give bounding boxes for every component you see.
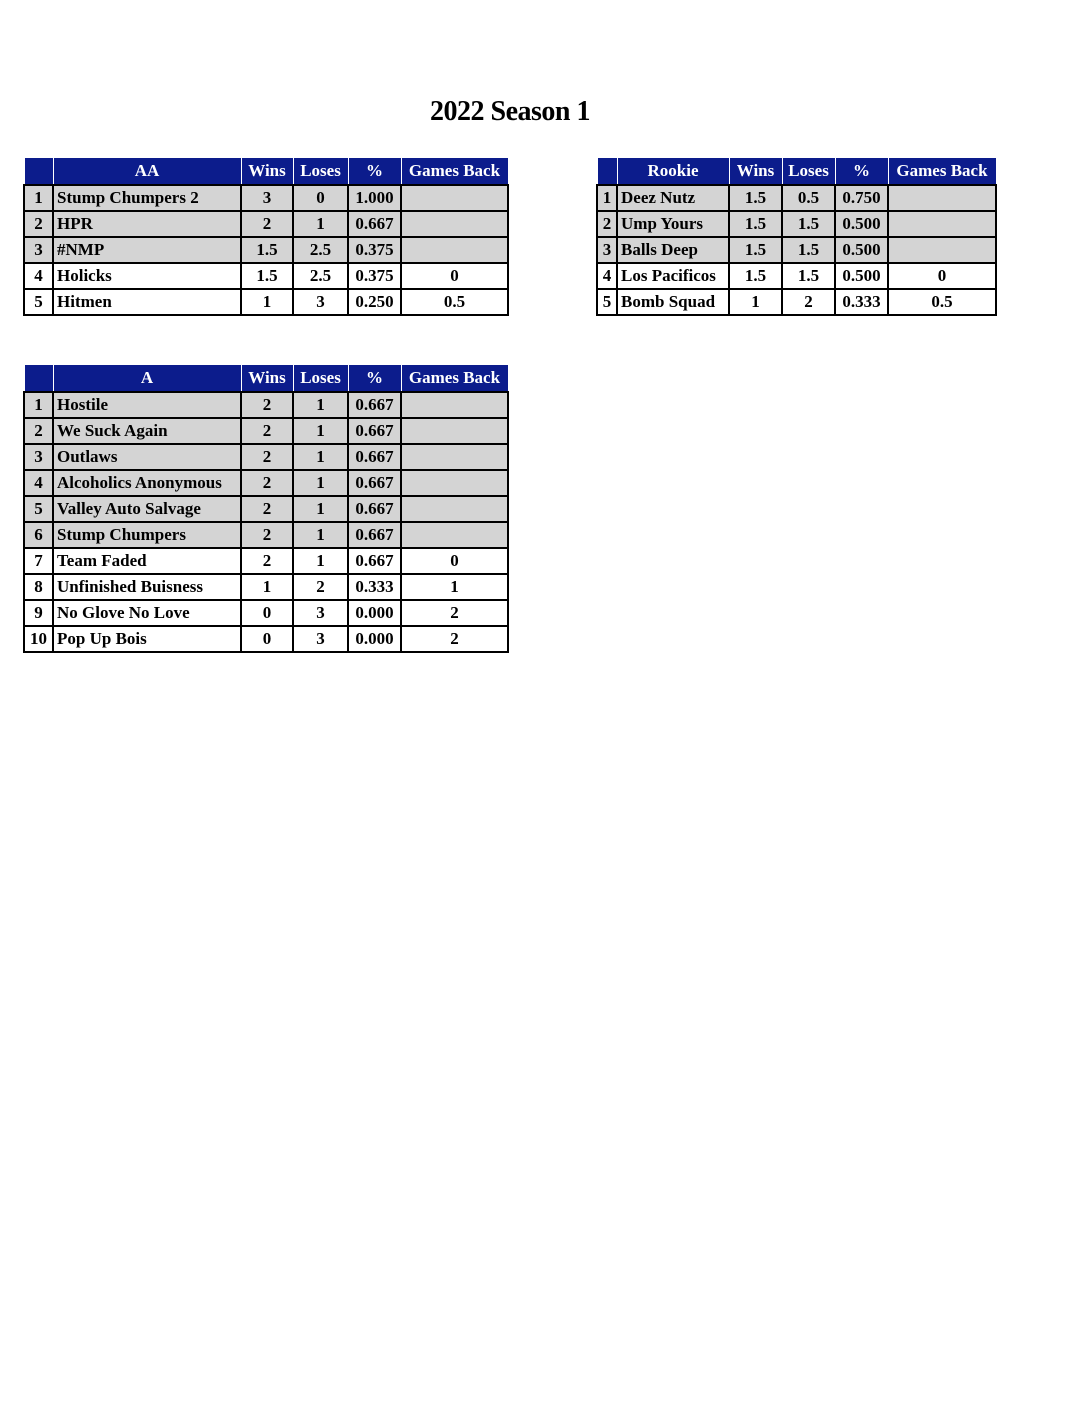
team-cell: Hitmen — [53, 289, 241, 315]
loses-cell: 1 — [293, 522, 348, 548]
table-row — [24, 574, 508, 600]
table-row — [597, 263, 996, 289]
team-cell: Alcoholics Anonymous — [53, 470, 241, 496]
rank-cell: 3 — [24, 444, 53, 470]
pct-cell: 0.667 — [348, 211, 401, 237]
rank-cell: 2 — [24, 418, 53, 444]
header-rank — [597, 158, 617, 186]
pct-cell: 0.667 — [348, 496, 401, 522]
loses-cell: 1 — [293, 418, 348, 444]
header-wins: Wins — [729, 158, 782, 186]
team-cell: Stump Chumpers — [53, 522, 241, 548]
wins-cell: 1.5 — [729, 211, 782, 237]
rank-cell: 10 — [24, 626, 53, 652]
rank-cell: 1 — [24, 392, 53, 418]
loses-cell: 0 — [293, 185, 348, 211]
wins-cell: 2 — [241, 444, 293, 470]
header-rank — [24, 158, 53, 186]
games-back-cell — [401, 470, 508, 496]
pct-cell: 0.500 — [835, 211, 888, 237]
header-loses: Loses — [782, 158, 835, 186]
header-games-back: Games Back — [888, 158, 996, 186]
loses-cell: 2 — [293, 574, 348, 600]
table-row — [24, 548, 508, 574]
team-cell: Valley Auto Salvage — [53, 496, 241, 522]
wins-cell: 2 — [241, 211, 293, 237]
table-row — [24, 289, 508, 315]
standings-table-a — [23, 364, 509, 653]
wins-cell: 1.5 — [241, 237, 293, 263]
team-cell: Holicks — [53, 263, 241, 289]
loses-cell: 1 — [293, 470, 348, 496]
rank-cell: 5 — [597, 289, 617, 315]
header-row — [24, 158, 508, 186]
games-back-cell: 0.5 — [888, 289, 996, 315]
header-pct: % — [348, 158, 401, 186]
games-back-cell — [401, 444, 508, 470]
header-division-name: Rookie — [617, 158, 729, 186]
header-loses: Loses — [293, 158, 348, 186]
table-row — [24, 418, 508, 444]
table-row — [24, 185, 508, 211]
rank-cell: 9 — [24, 600, 53, 626]
header-pct: % — [835, 158, 888, 186]
pct-cell: 0.333 — [835, 289, 888, 315]
team-cell: Team Faded — [53, 548, 241, 574]
loses-cell: 2.5 — [293, 263, 348, 289]
pct-cell: 0.000 — [348, 600, 401, 626]
header-wins: Wins — [241, 365, 293, 393]
wins-cell: 1 — [241, 289, 293, 315]
wins-cell: 2 — [241, 418, 293, 444]
page-title: 2022 Season 1 — [430, 96, 590, 127]
games-back-cell — [888, 211, 996, 237]
rank-cell: 2 — [24, 211, 53, 237]
wins-cell: 1 — [729, 289, 782, 315]
team-cell: Ump Yours — [617, 211, 729, 237]
loses-cell: 1 — [293, 444, 348, 470]
header-loses: Loses — [293, 365, 348, 393]
wins-cell: 1.5 — [241, 263, 293, 289]
pct-cell: 0.500 — [835, 263, 888, 289]
wins-cell: 2 — [241, 522, 293, 548]
rank-cell: 4 — [24, 470, 53, 496]
rank-cell: 6 — [24, 522, 53, 548]
table-row — [597, 289, 996, 315]
rank-cell: 5 — [24, 496, 53, 522]
header-pct: % — [348, 365, 401, 393]
wins-cell: 0 — [241, 626, 293, 652]
pct-cell: 0.667 — [348, 418, 401, 444]
pct-cell: 0.667 — [348, 444, 401, 470]
rank-cell: 1 — [597, 185, 617, 211]
games-back-cell: 1 — [401, 574, 508, 600]
table-row — [24, 211, 508, 237]
team-cell: Los Pacificos — [617, 263, 729, 289]
pct-cell: 0.667 — [348, 470, 401, 496]
header-row — [597, 158, 996, 186]
wins-cell: 1.5 — [729, 263, 782, 289]
loses-cell: 1.5 — [782, 237, 835, 263]
games-back-cell: 0.5 — [401, 289, 508, 315]
team-cell: Pop Up Bois — [53, 626, 241, 652]
table-row — [24, 470, 508, 496]
loses-cell: 3 — [293, 600, 348, 626]
rank-cell: 3 — [24, 237, 53, 263]
rank-cell: 2 — [597, 211, 617, 237]
loses-cell: 1 — [293, 548, 348, 574]
loses-cell: 1 — [293, 496, 348, 522]
games-back-cell — [401, 185, 508, 211]
team-cell: Unfinished Buisness — [53, 574, 241, 600]
table-row — [24, 496, 508, 522]
table-row — [597, 185, 996, 211]
table-row — [597, 211, 996, 237]
wins-cell: 2 — [241, 548, 293, 574]
pct-cell: 0.375 — [348, 237, 401, 263]
table-row — [24, 444, 508, 470]
header-rank — [24, 365, 53, 393]
games-back-cell: 2 — [401, 626, 508, 652]
games-back-cell: 2 — [401, 600, 508, 626]
team-cell: Stump Chumpers 2 — [53, 185, 241, 211]
pct-cell: 0.750 — [835, 185, 888, 211]
loses-cell: 1.5 — [782, 263, 835, 289]
table-row — [24, 600, 508, 626]
pct-cell: 0.250 — [348, 289, 401, 315]
pct-cell: 0.667 — [348, 522, 401, 548]
wins-cell: 1 — [241, 574, 293, 600]
header-row — [24, 365, 508, 393]
rank-cell: 1 — [24, 185, 53, 211]
rank-cell: 8 — [24, 574, 53, 600]
rank-cell: 5 — [24, 289, 53, 315]
wins-cell: 1.5 — [729, 237, 782, 263]
rank-cell: 4 — [597, 263, 617, 289]
pct-cell: 0.000 — [348, 626, 401, 652]
games-back-cell — [401, 496, 508, 522]
wins-cell: 2 — [241, 496, 293, 522]
games-back-cell — [401, 522, 508, 548]
pct-cell: 0.500 — [835, 237, 888, 263]
wins-cell: 1.5 — [729, 185, 782, 211]
loses-cell: 0.5 — [782, 185, 835, 211]
header-games-back: Games Back — [401, 365, 508, 393]
loses-cell: 1.5 — [782, 211, 835, 237]
pct-cell: 0.375 — [348, 263, 401, 289]
standings-table-aa — [23, 157, 509, 316]
games-back-cell: 0 — [401, 263, 508, 289]
loses-cell: 3 — [293, 289, 348, 315]
team-cell: We Suck Again — [53, 418, 241, 444]
pct-cell: 0.667 — [348, 392, 401, 418]
loses-cell: 2 — [782, 289, 835, 315]
table-row — [24, 237, 508, 263]
wins-cell: 2 — [241, 392, 293, 418]
wins-cell: 0 — [241, 600, 293, 626]
team-cell: No Glove No Love — [53, 600, 241, 626]
header-division-name: AA — [53, 158, 241, 186]
games-back-cell — [888, 237, 996, 263]
header-division-name: A — [53, 365, 241, 393]
team-cell: Balls Deep — [617, 237, 729, 263]
table-row — [24, 263, 508, 289]
loses-cell: 2.5 — [293, 237, 348, 263]
table-row — [597, 237, 996, 263]
games-back-cell — [888, 185, 996, 211]
wins-cell: 2 — [241, 470, 293, 496]
standings-table-rookie — [596, 157, 997, 316]
header-games-back: Games Back — [401, 158, 508, 186]
games-back-cell — [401, 418, 508, 444]
table-row — [24, 626, 508, 652]
games-back-cell: 0 — [888, 263, 996, 289]
table-row — [24, 392, 508, 418]
pct-cell: 0.333 — [348, 574, 401, 600]
team-cell: Outlaws — [53, 444, 241, 470]
loses-cell: 3 — [293, 626, 348, 652]
team-cell: #NMP — [53, 237, 241, 263]
games-back-cell — [401, 237, 508, 263]
table-row — [24, 522, 508, 548]
loses-cell: 1 — [293, 211, 348, 237]
pct-cell: 0.667 — [348, 548, 401, 574]
wins-cell: 3 — [241, 185, 293, 211]
team-cell: Hostile — [53, 392, 241, 418]
loses-cell: 1 — [293, 392, 348, 418]
games-back-cell: 0 — [401, 548, 508, 574]
rank-cell: 3 — [597, 237, 617, 263]
pct-cell: 1.000 — [348, 185, 401, 211]
rank-cell: 4 — [24, 263, 53, 289]
games-back-cell — [401, 392, 508, 418]
games-back-cell — [401, 211, 508, 237]
team-cell: HPR — [53, 211, 241, 237]
rank-cell: 7 — [24, 548, 53, 574]
team-cell: Deez Nutz — [617, 185, 729, 211]
header-wins: Wins — [241, 158, 293, 186]
team-cell: Bomb Squad — [617, 289, 729, 315]
